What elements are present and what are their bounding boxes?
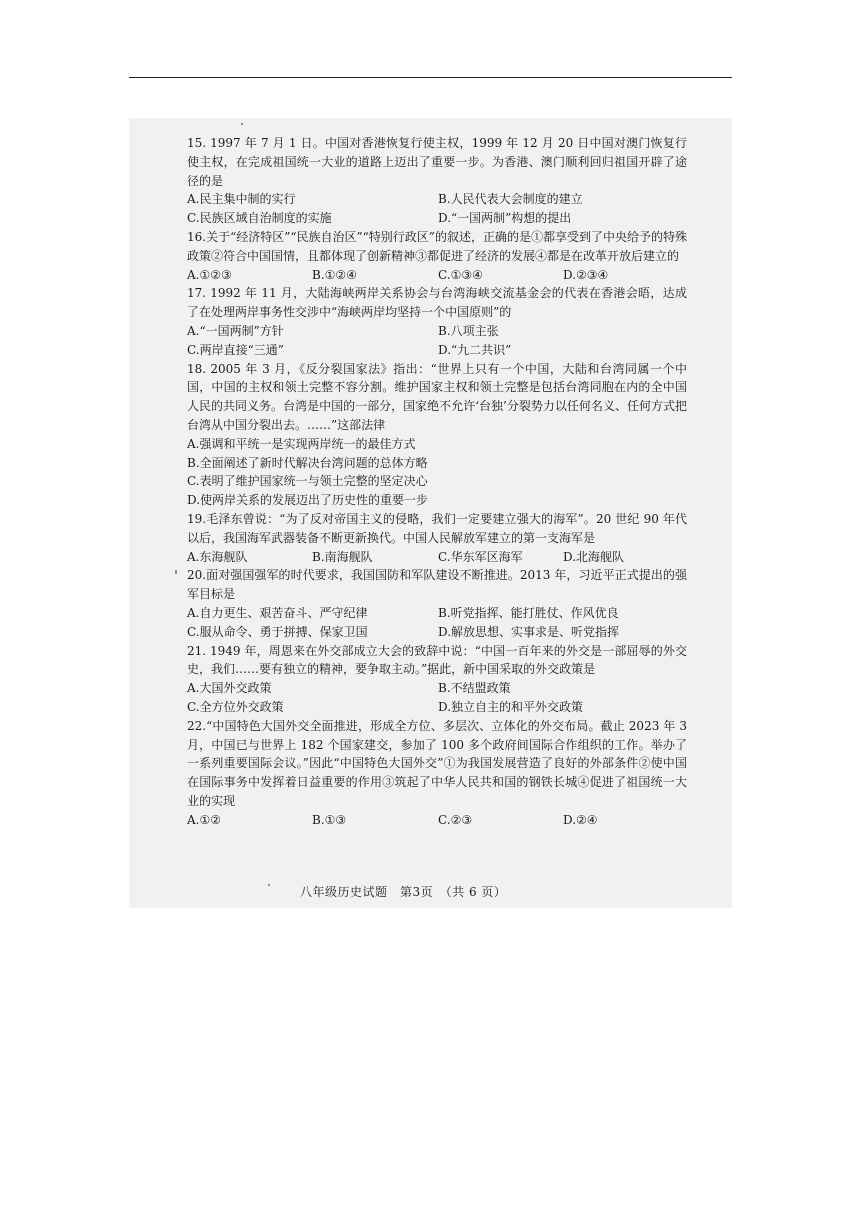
options (187, 190, 687, 228)
option-c: C.①③④ (438, 267, 483, 282)
option-a: A.强调和平统一是实现两岸统一的最佳方式 (187, 436, 416, 451)
option-a: A.①② (187, 812, 221, 827)
option-d: D.独立自主的和平外交政策 (438, 699, 584, 714)
question-stem: 18. 2005 年 3 月，《反分裂国家法》指出：“世界上只有一个中国，大陆和台湾同属一个中国，中国的主权和领土完整不容分割。维护国家主权和领土完整是包括台湾同胞在内的全中国人民的共同义务。台湾是中国的一部分，国家绝不允许‘台独’分裂势力以任何名义、任何方式把台湾从中国分裂出去。……”这部法律 (187, 361, 687, 432)
option-a: A.大国外交政策 (187, 681, 272, 696)
option-a: A.自力更生、艰苦奋斗、严守纪律 (187, 605, 368, 620)
question-list (187, 134, 687, 829)
option-b: B.全面阐述了新时代解决台湾问题的总体方略 (187, 455, 428, 470)
option-c: C.服从命令、勇于拼搏、保家卫国 (187, 624, 368, 639)
option-b: B.①③ (312, 812, 347, 827)
option-a: A.①②③ (187, 267, 232, 282)
option-b: B.①②④ (312, 267, 357, 282)
question-stem: 15. 1997 年 7 月 1 日。中国对香港恢复行使主权，1999 年 12 月 20 日中国对澳门恢复行使主权，在完成祖国统一大业的道路上迈出了重要一步。为香港、澳门顺利回归祖国开辟了途径的是 (187, 136, 687, 188)
question-stem: 22.“中国特色大国外交全面推进，形成全方位、多层次、立体化的外交布局。截止 2023 年 3 月，中国已与世界上 182 个国家建交，参加了 100 多个政府间国际合作组织的工作。举办了一系列重要国际会议。”因此“中国特色大国外交”①为我国发展营造了良好的外部条件②使中国在国际事务中发挥着日益重要的作用③筑起了中华人民共和国的钢铁长城④促进了祖国统一大业的实现 (187, 718, 687, 808)
scan-speck (241, 123, 243, 125)
option-c: C.表明了维护国家统一与领土完整的坚定决心 (187, 474, 428, 489)
option-b: B.人民代表大会制度的建立 (438, 192, 583, 207)
option-d: D.解放思想、实事求是、听党指挥 (438, 624, 620, 639)
option-c: C.全方位外交政策 (187, 699, 284, 714)
scan-speck (175, 570, 177, 574)
page-footer: 八年级历史试题 第3页 （共 6 页） (300, 885, 507, 899)
question-19 (187, 510, 687, 566)
option-d: D.②④ (563, 812, 598, 827)
scan-speck (268, 884, 270, 886)
options (187, 604, 687, 642)
option-c: C.华东军区海军 (438, 549, 523, 564)
question-stem: 19.毛泽东曾说：“为了反对帝国主义的侵略，我们一定要建立强大的海军”。20 世纪 90 年代以后，我国海军武器装备不断更新换代。中国人民解放军建立的第一支海军是 (187, 511, 687, 545)
question-21 (187, 642, 687, 717)
option-a: A.民主集中制的实行 (187, 192, 296, 207)
option-d: D.北海舰队 (563, 549, 625, 564)
option-c: C.两岸直接“三通” (187, 342, 284, 357)
options (187, 435, 687, 510)
option-d: D.使两岸关系的发展迈出了历史性的重要一步 (187, 493, 429, 508)
option-b: B.南海舰队 (312, 549, 373, 564)
option-d: D.“一国两制”构想的提出 (438, 211, 572, 226)
option-b: B.听党指挥、能打胜仗、作风优良 (438, 605, 619, 620)
question-17 (187, 284, 687, 359)
options (187, 322, 687, 360)
options (187, 811, 687, 830)
question-stem: 21. 1949 年，周恩来在外交部成立大会的致辞中说：“中国一百年来的外交是一部屈辱的外交史，我们……要有独立的精神，要争取主动。”据此，新中国采取的外交政策是 (187, 643, 687, 677)
option-c: C.民族区域自治制度的实施 (187, 211, 332, 226)
option-c: C.②③ (438, 812, 473, 827)
question-stem: 17. 1992 年 11 月，大陆海峡两岸关系协会与台湾海峡交流基金会的代表在香港会晤，达成了在处理两岸事务性交涉中“海峡两岸均坚持一个中国原则”的 (187, 286, 687, 320)
option-b: B.八项主张 (438, 323, 499, 338)
question-stem: 20.面对强国强军的时代要求，我国国防和军队建设不断推进。2013 年，习近平正式提出的强军目标是 (187, 568, 687, 602)
option-a: A.“一国两制”方针 (187, 323, 284, 338)
question-16 (187, 228, 687, 284)
option-d: D.②③④ (563, 267, 609, 282)
options (187, 679, 687, 717)
question-20 (187, 566, 687, 641)
top-rule (129, 77, 732, 78)
options (187, 266, 687, 285)
option-d: D.“九二共识” (438, 342, 512, 357)
question-15 (187, 134, 687, 228)
question-18 (187, 360, 687, 510)
option-b: B.不结盟政策 (438, 681, 511, 696)
option-a: A.东海舰队 (187, 549, 248, 564)
options (187, 548, 687, 567)
question-stem: 16.关于“经济特区”“民族自治区”“特别行政区”的叙述，正确的是①都享受到了中央给予的特殊政策②符合中国国情，且都体现了创新精神③都促进了经济的发展④都是在改革开放后建立的 (187, 229, 687, 263)
question-22 (187, 717, 687, 830)
